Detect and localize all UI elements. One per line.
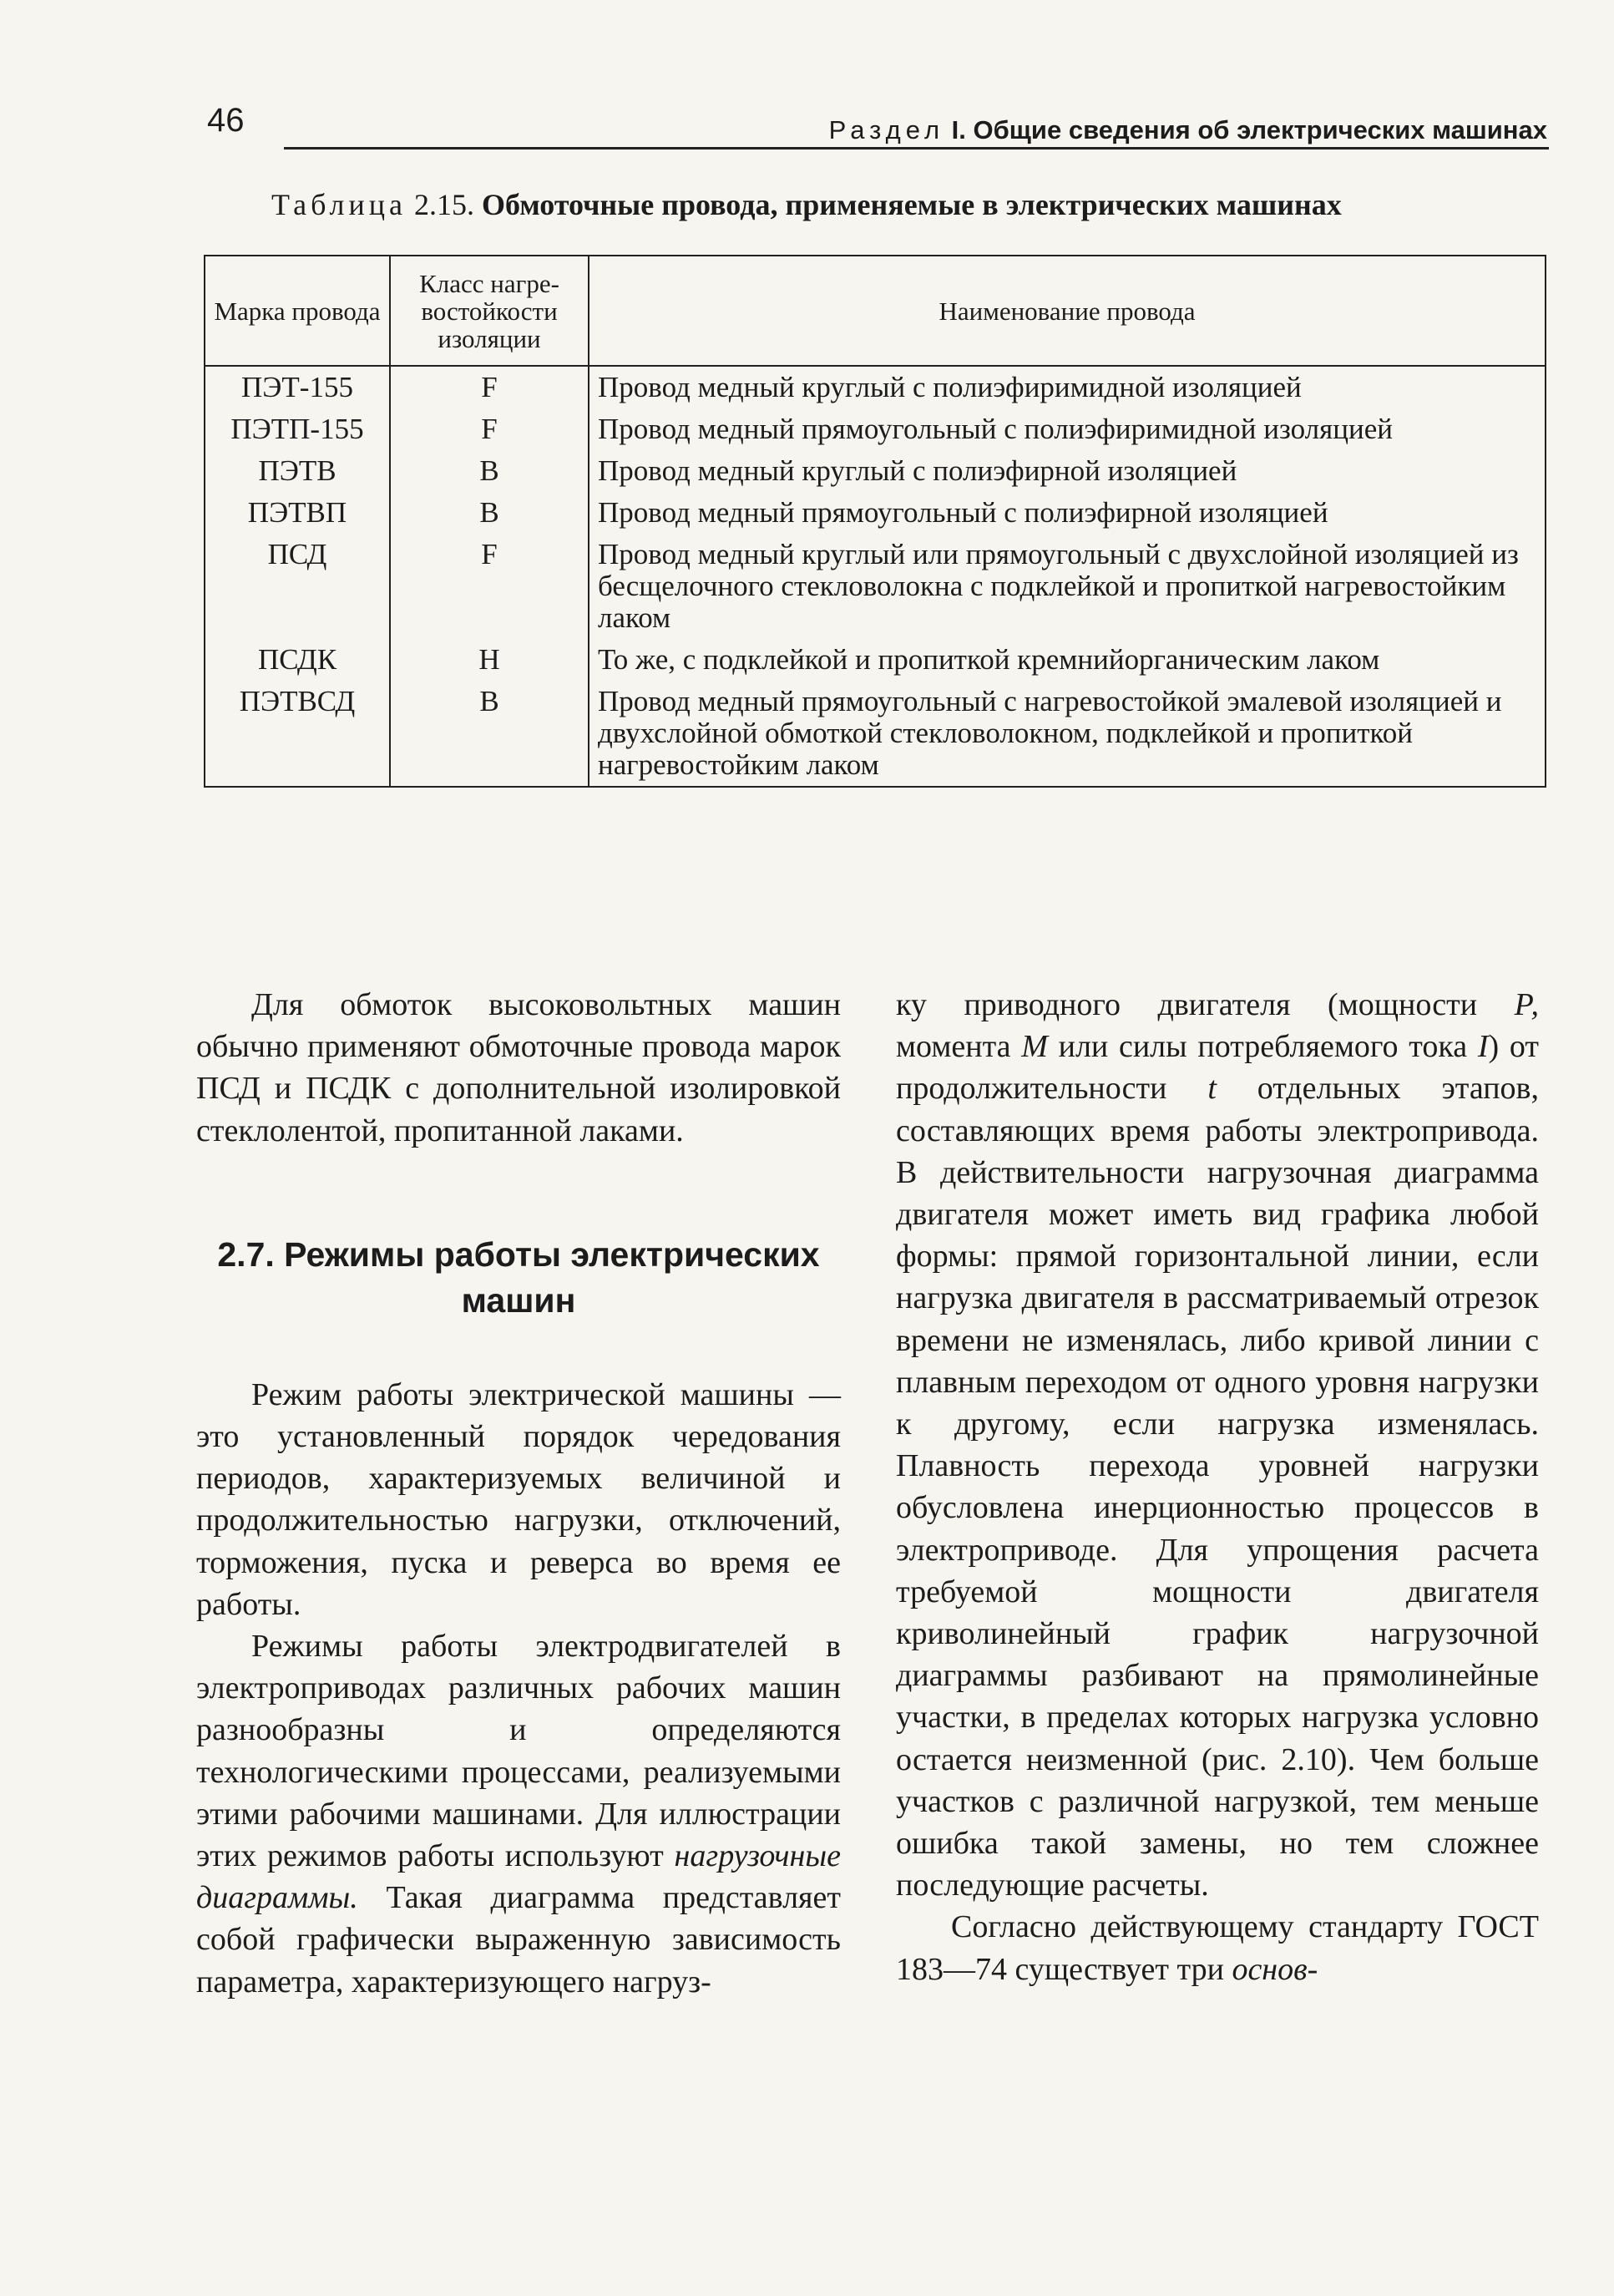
column-header-name: Наименование провода: [589, 256, 1546, 366]
table-caption: [271, 187, 1342, 222]
table-row: [205, 492, 1546, 534]
cell-name: Провод медный круглый или прямоугольный с двухслойной изоляцией из бесщелочного стекловолокна с подклейкой и пропиткой нагревостойким лаком: [589, 534, 1546, 639]
paragraph: [896, 1906, 1539, 1989]
text-run: ку приводного двигателя (мощности: [896, 987, 1515, 1022]
paragraph: [896, 984, 1539, 1906]
column-header-mark: Марка провода: [205, 256, 390, 366]
text-run: момента: [896, 1029, 1022, 1065]
table-row: [205, 639, 1546, 681]
cell-name: Провод медный круглый с полиэфирной изоляцией: [589, 450, 1546, 492]
cell-class: F: [390, 534, 589, 639]
paragraph: [196, 1625, 841, 2003]
italic-term: нагрузочные диаграммы.: [196, 1838, 841, 1916]
paragraph: Для обмоток высоковольтных машин обычно применяют обмоточные провода марок ПСД и ПСДК с дополнительной изолировкой стеклолентой, пропитанной лаками.: [196, 987, 841, 1148]
table-header-row: [205, 256, 1546, 366]
cell-mark: ПЭТП-155: [205, 408, 390, 450]
text-run: отдельных этапов, составляющих время работы электропривода. В действительности нагрузочная диаграмма двигателя может иметь вид графика любой формы: прямой горизонтальной линии, если нагрузка двигателя в рассматриваемый отрезок времени не изменялась, либо кривой линии с плавным переходом от одного уровня нагрузки к другому, если нагрузка изменялась. Плавность перехода уровней нагрузки обусловлена инерционностью процессов в электроприводе. Для упрощения расчета требуемой мощности двигателя криволинейный график нагрузочной диаграммы разбивают на прямолинейные участки, в пределах которых нагрузка условно остается неизменной (рис. 2.10). Чем больше участков с различной нагрузкой, тем меньше ошибка такой замены, но тем сложнее последующие расчеты.: [896, 1071, 1539, 1903]
cell-class: Н: [390, 639, 589, 681]
symbol-torque: М: [1021, 1029, 1048, 1065]
left-column: [196, 984, 841, 2003]
page-number: 46: [207, 102, 245, 139]
cell-class: В: [390, 681, 589, 787]
table-row: [205, 408, 1546, 450]
cell-name: Провод медный прямоугольный с нагревостойкой эмалевой изоляцией и двухслойной обмоткой стекловолокном, подклейкой и пропиткой нагревостойким лаком: [589, 681, 1546, 787]
cell-class: F: [390, 366, 589, 408]
text-run: ) от продолжительности: [896, 1029, 1539, 1107]
text-run: Согласно действующему стандарту ГОСТ 183—74 существует три: [896, 1909, 1539, 1987]
table-row: [205, 681, 1546, 787]
italic-term: основ-: [1232, 1951, 1318, 1987]
table-row: [205, 534, 1546, 639]
table-row: [205, 450, 1546, 492]
symbol-current: I: [1477, 1029, 1489, 1065]
table-number: 2.15.: [413, 188, 474, 221]
table-row: [205, 366, 1546, 408]
cell-mark: ПСД: [205, 534, 390, 639]
text-run: Режимы работы электродвигателей в электроприводах различных рабочих машин разнообразны и определяются технологическими процессами, реализуемыми этими рабочими машинами. Для иллюстрации этих режимов работы используют: [196, 1629, 841, 1874]
cell-mark: ПЭТВП: [205, 492, 390, 534]
section-word: Раздел: [828, 115, 945, 144]
right-column: [896, 984, 1539, 1990]
cell-class: В: [390, 450, 589, 492]
section-heading: 2.7. Режимы работы электрических машин: [217, 1234, 820, 1320]
cell-class: В: [390, 492, 589, 534]
cell-class: F: [390, 408, 589, 450]
cell-mark: ПЭТВСД: [205, 681, 390, 787]
text-run: Такая диаграмма представляет собой графически выраженную зависимость параметра, характеризующего нагруз-: [196, 1880, 841, 1999]
column-header-class: Класс нагре-востойкости изоляции: [390, 256, 589, 366]
cell-mark: ПСДК: [205, 639, 390, 681]
cell-name: То же, с подклейкой и пропиткой кремнийорганическим лаком: [589, 639, 1546, 681]
running-header: [829, 115, 1547, 145]
cell-name: Провод медный прямоугольный с полиэфиримидной изоляцией: [589, 408, 1546, 450]
cell-mark: ПЭТ-155: [205, 366, 390, 408]
text-run: или силы потребляемого тока: [1047, 1029, 1478, 1065]
section-title: I. Общие сведения об электрических машинах: [951, 115, 1547, 144]
header-rule: [284, 147, 1549, 150]
symbol-power: Р,: [1514, 987, 1539, 1022]
wires-table: [204, 255, 1546, 788]
table-title: Обмоточные провода, применяемые в электрических машинах: [481, 188, 1342, 221]
table-label: Таблица: [271, 188, 407, 221]
cell-mark: ПЭТВ: [205, 450, 390, 492]
symbol-time: t: [1207, 1071, 1217, 1107]
cell-name: Провод медный прямоугольный с полиэфирной изоляцией: [589, 492, 1546, 534]
cell-name: Провод медный круглый с полиэфиримидной изоляцией: [589, 366, 1546, 408]
paragraph: Режим работы электрической машины — это установленный порядок чередования периодов, характеризуемых величиной и продолжительностью нагрузки, отключений, торможения, пуска и реверса во время ее работы.: [196, 1376, 841, 1622]
